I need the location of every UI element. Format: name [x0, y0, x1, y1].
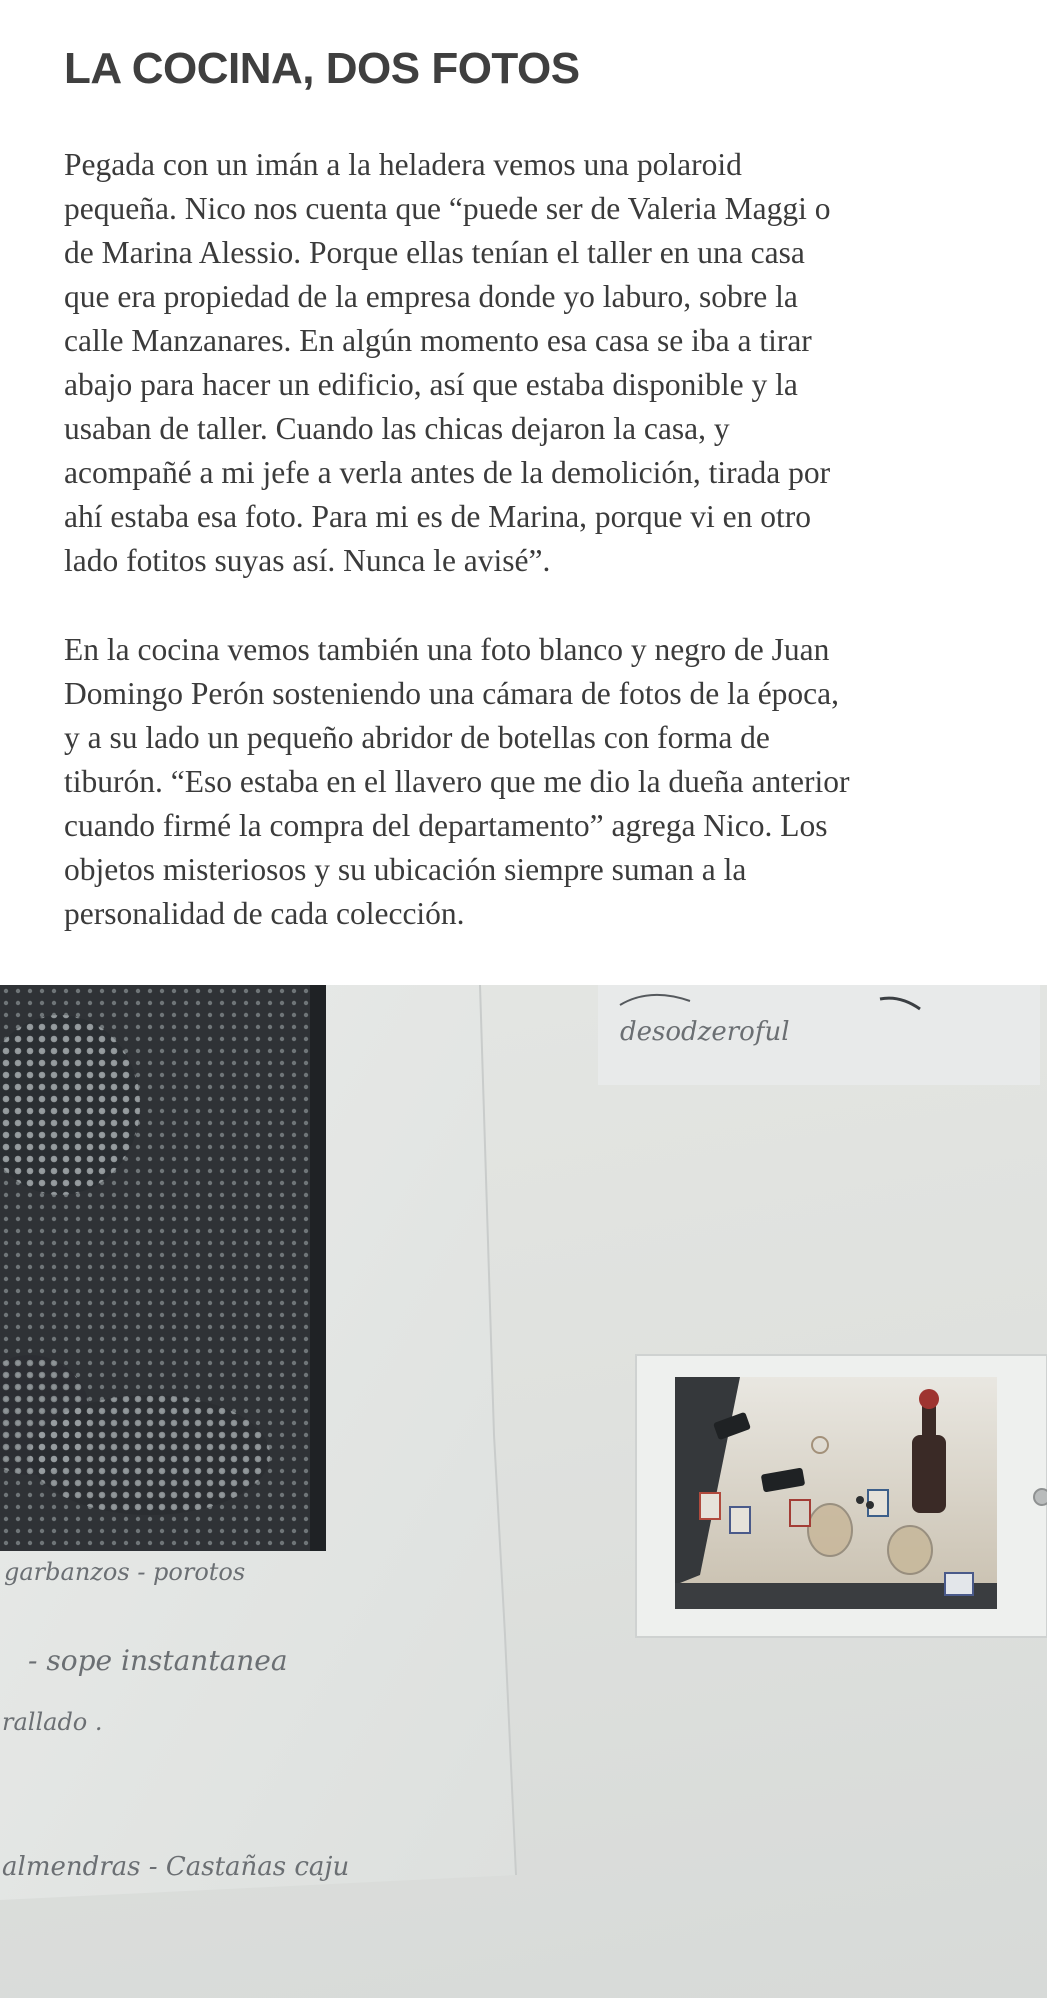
article-section	[0, 0, 1047, 985]
handwriting-line: almendras - Castañas caju	[2, 1852, 350, 1882]
text-line: y a su lado un pequeño abridor de botellas con forma de	[64, 720, 770, 755]
article-title: LA COCINA, DOS FOTOS	[64, 44, 580, 93]
text-line: de Marina Alessio. Porque ellas tenían el taller en una casa	[64, 235, 805, 270]
text-line: que era propiedad de la empresa donde yo laburo, sobre la	[64, 279, 798, 314]
text-line: abajo para hacer un edificio, así que estaba disponible y la	[64, 367, 798, 402]
text-line: En la cocina vemos también una foto blanco y negro de Juan	[64, 632, 830, 667]
halftone-portrait-photo	[0, 985, 326, 1551]
text-line: usaban de taller. Cuando las chicas dejaron la casa, y	[64, 411, 730, 446]
handwriting-line: rallado .	[2, 1708, 103, 1736]
handwriting-line: garbanzos - porotos	[4, 1558, 246, 1586]
note-handwriting: desodzeroful	[620, 1017, 790, 1047]
article-paragraph-2	[64, 628, 1004, 936]
note-card	[598, 985, 1040, 1085]
text-line: Domingo Perón sosteniendo una cámara de fotos de la época,	[64, 676, 840, 711]
text-line: ahí estaba esa foto. Para mi es de Marina, porque vi en otro	[64, 499, 812, 534]
text-line: personalidad de cada colección.	[64, 896, 465, 931]
photo-illustration	[0, 985, 1047, 1998]
kitchen-wall-photo	[0, 985, 1047, 1998]
text-line: lado fotitos suyas así. Nunca le avisé”.	[64, 543, 551, 578]
polaroid-photo	[636, 1355, 1047, 1637]
text-line: Pegada con un imán a la heladera vemos una polaroid	[64, 147, 742, 182]
handwriting-line: - sope instantanea	[28, 1644, 288, 1677]
article-paragraph-1	[64, 143, 1004, 583]
text-line: calle Manzanares. En algún momento esa casa se iba a tirar	[64, 323, 812, 358]
text-line: objetos misteriosos y su ubicación siempre suman a la	[64, 852, 747, 887]
text-line: tiburón. “Eso estaba en el llavero que me dio la dueña anterior	[64, 764, 850, 799]
text-line: pequeña. Nico nos cuenta que “puede ser de Valeria Maggi o	[64, 191, 831, 226]
text-line: acompañé a mi jefe a verla antes de la demolición, tirada por	[64, 455, 831, 490]
text-line: cuando firmé la compra del departamento” agrega Nico. Los	[64, 808, 828, 843]
